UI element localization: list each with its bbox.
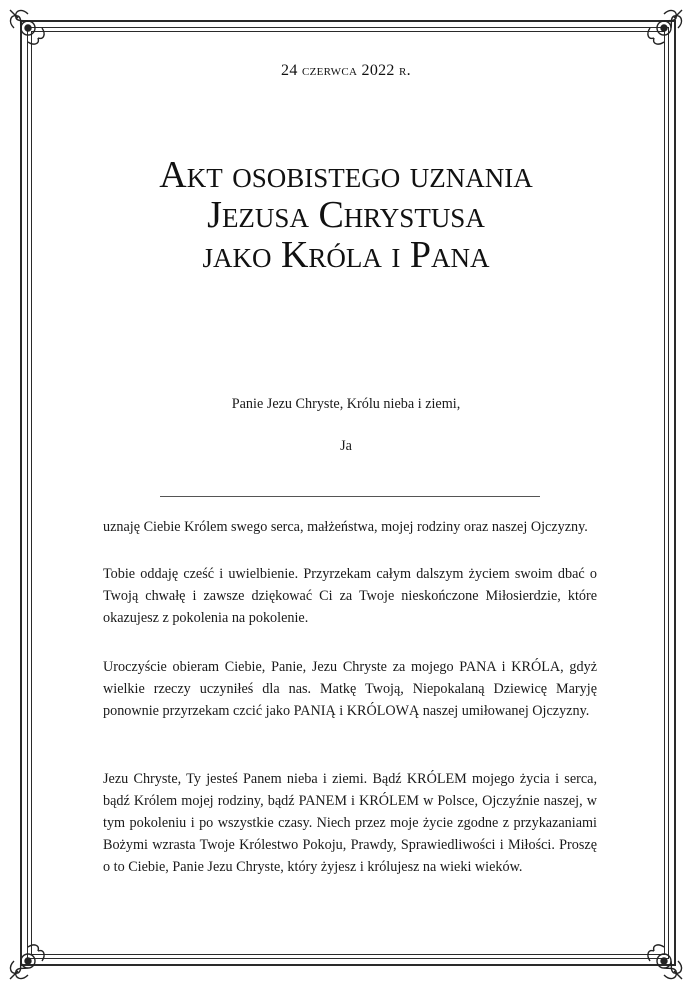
- ornamental-corner-icon: [4, 4, 52, 52]
- document-date: 24 czerwca 2022 r.: [281, 62, 411, 79]
- title-line: Akt osobistego uznania: [159, 154, 533, 196]
- paragraph: Jezu Chryste, Ty jesteś Panem nieba i ziemi. Bądź KRÓLEM mojego życia i serca, bądź Królem mojej rodziny, bądź PANEM i KRÓLEM w Polsce, Ojczyźnie naszej, w tym pokoleniu i po wszystkie czasy. Niech przez moje życie zgodne z przykazaniami Bożymi wzrasta Twoje Królestwo Pokoju, Prawdy, Sprawiedliwości i Miłości. Proszę o to Ciebie, Panie Jezu Chryste, który żyjesz i królujesz na wieki wieków.: [103, 771, 597, 875]
- ornamental-corner-icon: [640, 4, 688, 52]
- title-line: Jezusa Chrystusa: [207, 194, 485, 236]
- paragraph: Uroczyście obieram Ciebie, Panie, Jezu Chryste za mojego PANA i KRÓLA, gdyż wielkie rzeczy uczyniłeś dla nas. Matkę Twoją, Niepokalaną Dziewicę Maryję ponownie przyrzekam czcić jako PANIĄ i KRÓLOWĄ naszej umiłowanej Ojczyzny.: [103, 659, 597, 719]
- paragraph: uznaję Ciebie Królem swego serca, małżeństwa, mojej rodziny oraz naszej Ojczyzny.: [103, 519, 588, 535]
- ornamental-corner-icon: [4, 937, 52, 985]
- title-line: jako Króla i Pana: [202, 234, 490, 276]
- name-signature-line: [160, 496, 540, 497]
- ornamental-corner-icon: [640, 937, 688, 985]
- salutation: Panie Jezu Chryste, Królu nieba i ziemi,: [231, 396, 461, 412]
- ja-label: Ja: [340, 438, 352, 454]
- paragraph: Tobie oddaję cześć i uwielbienie. Przyrzekam całym dalszym życiem swoim dbać o Twoją chwałę i zawsze dziękować Ci za Twoje nieskończone Miłosierdzie, które okazujesz z pokolenia na pokolenie.: [103, 566, 597, 626]
- document-title: [0, 155, 692, 275]
